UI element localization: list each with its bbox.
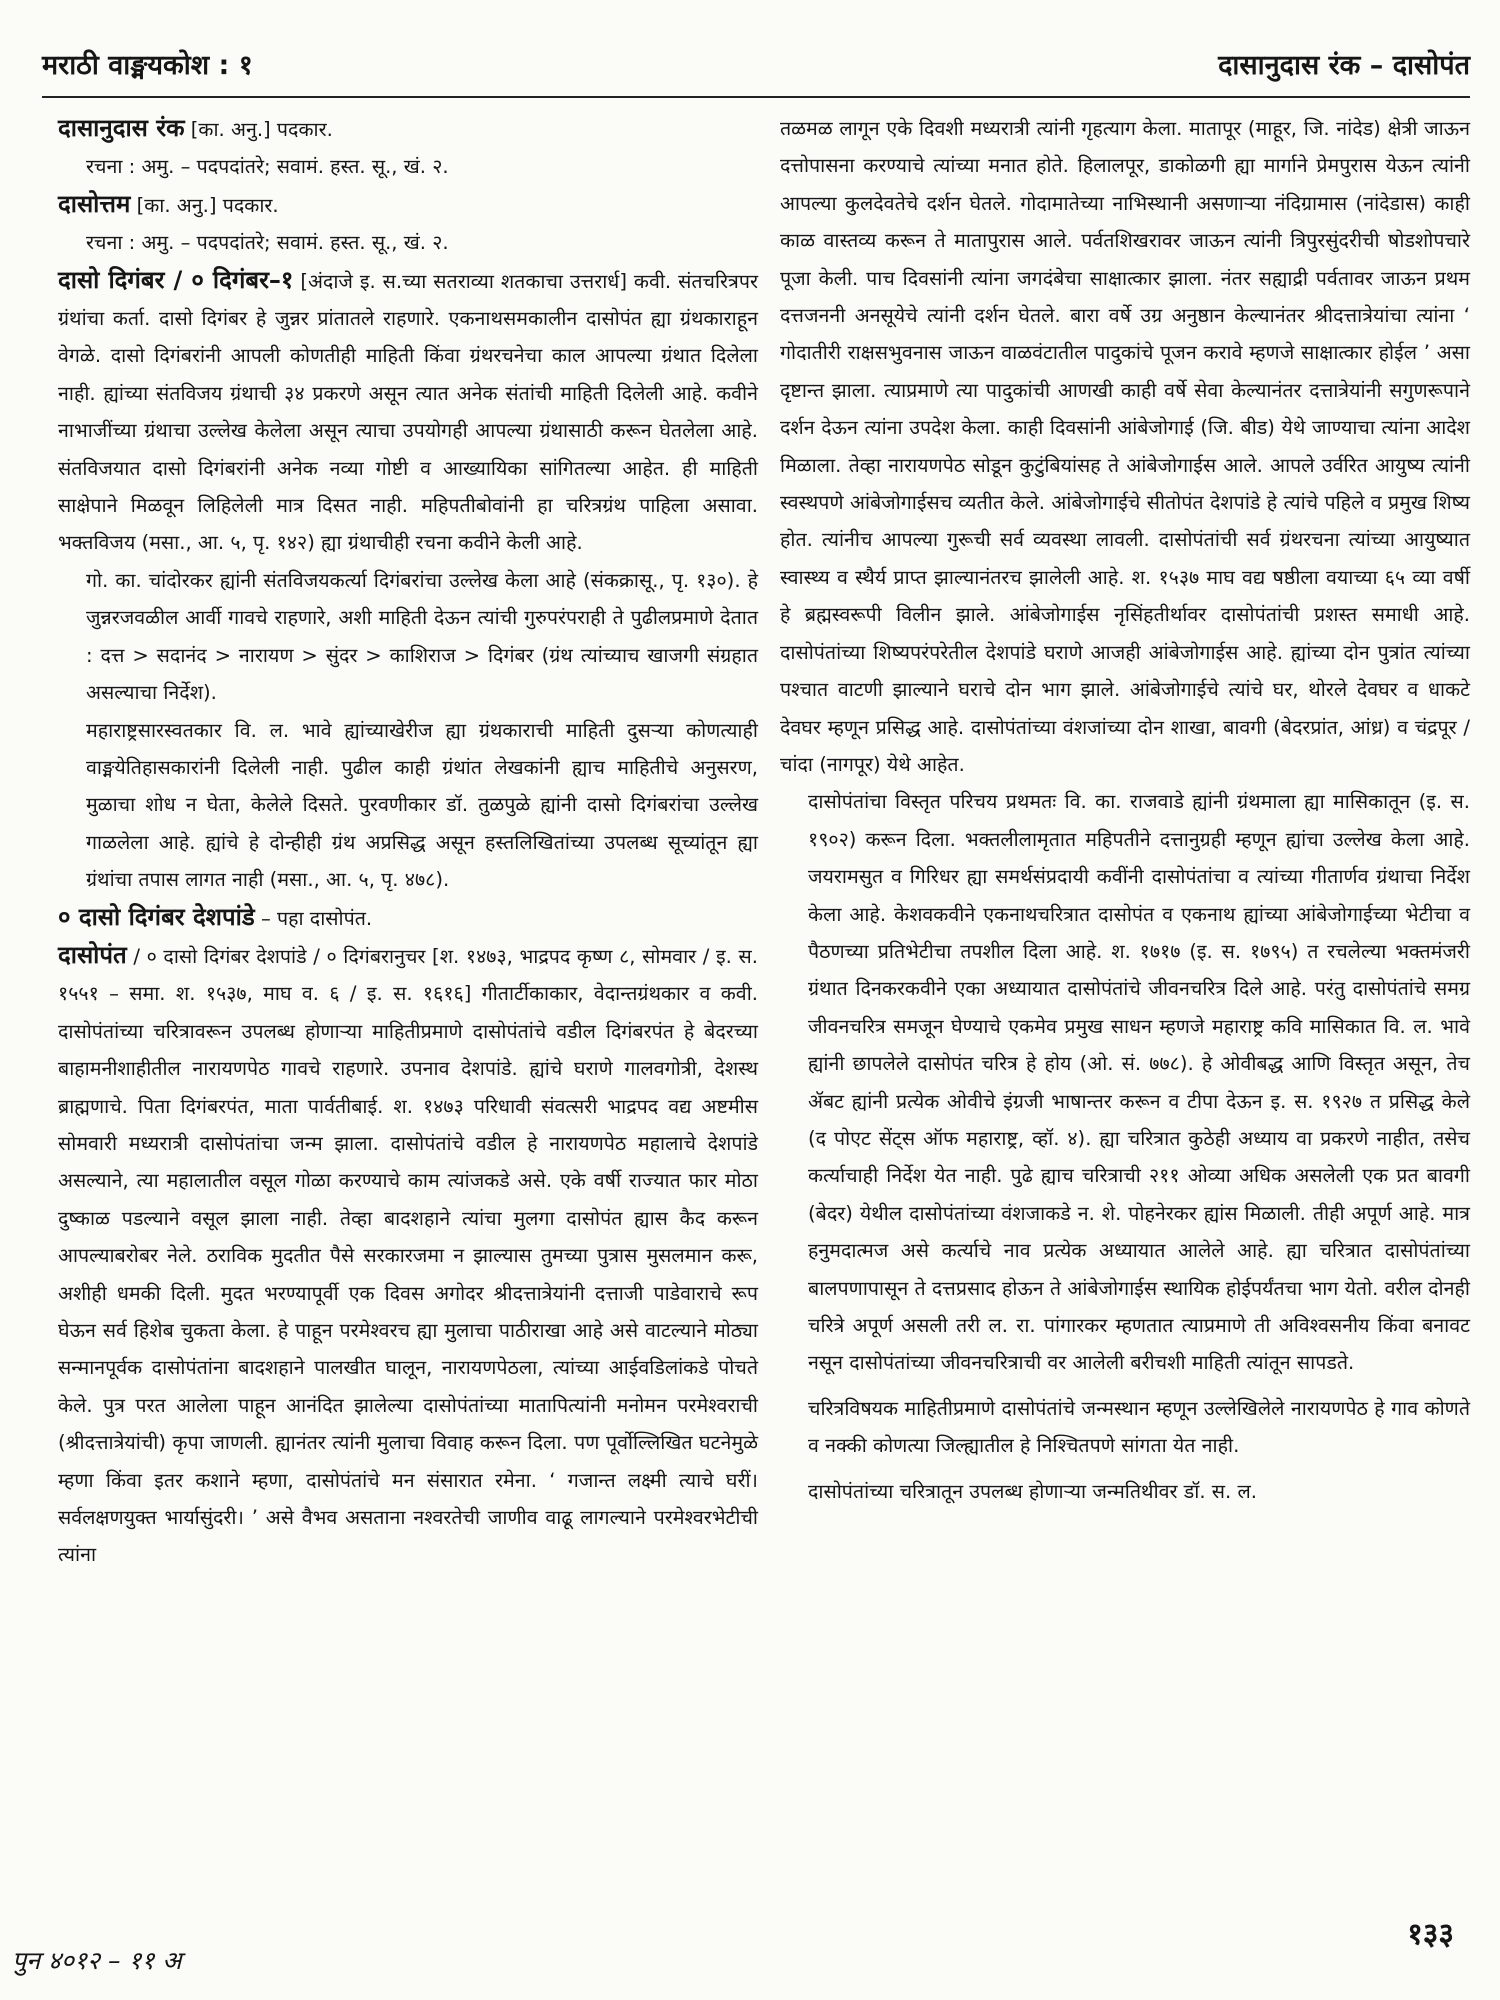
entry-dasanudas-rank — [58, 110, 758, 148]
header-left-title: मराठी वाङ्मयकोश : १ — [42, 49, 253, 81]
entry-headword: दासानुदास रंक — [58, 114, 185, 142]
entry-meta: [का. अनु.] पदकार. — [136, 193, 279, 217]
header-right-title: दासानुदास रंक – दासोपंत — [1218, 49, 1470, 81]
entry-paragraph: दासोपंतांच्या चरित्रातून उपलब्ध होणाऱ्या जन्मतिथीवर डॉ. स. ल. — [808, 1479, 1258, 1503]
paragraph-gap — [780, 1465, 1470, 1473]
entry-headword: दासोपंत — [58, 940, 127, 969]
entry-paragraph: महाराष्ट्रसारस्वतकार वि. ल. भावे ह्यांच्याखेरीज ह्या ग्रंथकाराची माहिती दुसऱ्या कोणत्याही वाङ्मयेतिहासकारांनी दिलेली नाही. पुढील काही ग्रंथांत लेखकांनी ह्याच माहितीचे अनुसरण, मुळाचा शोध न घेता, केलेले दिसते. पुरवणीकार डॉ. तुळपुळे ह्यांनी दासो दिगंबरांचा उल्लेख गाळलेला आहे. ह्यांचे हे दोन्हीही ग्रंथ अप्रसिद्ध असून हस्तलिखितांच्या उपलब्ध सूच्यांतून ह्या ग्रंथांचा तपास लागत नाही (मसा., आ. ५, पृ. ४७८). — [86, 718, 758, 892]
entry-daso-digambar-deshpande — [58, 899, 758, 937]
left-column — [58, 110, 758, 1574]
entry-works: रचना : अमु. – पदपदांतरे; सवामं. हस्त. सू., खं. २. — [86, 155, 449, 179]
entry-paragraph: गो. का. चांदोरकर ह्यांनी संतविजयकर्त्या दिगंबरांचा उल्लेख केला आहे (संकक्रासू., पृ. १३०). हे जुन्नरजवळील आर्वी गावचे राहणारे, अशी माहिती देऊन त्यांची गुरुपरंपराही ते पुढीलप्रमाणे देतात : दत्त > सदानंद > नारायण > सुंदर > काशिराज > दिगंबर (ग्रंथ त्यांच्याच खाजगी संग्रहात असल्याचा निर्देश). — [86, 568, 758, 705]
entry-headword: दासोत्तम — [58, 189, 131, 218]
right-column — [780, 110, 1470, 1510]
entry-daso-digambar — [58, 262, 758, 562]
entry-works: रचना : अमु. – पदपदांतरे; सवामं. हस्त. सू., खं. २. — [86, 231, 449, 255]
entry-paragraph: तळमळ लागून एके दिवशी मध्यरात्री त्यांनी गृहत्याग केला. मातापूर (माहूर, जि. नांदेड) क्षेत्री जाऊन दत्तोपासना करण्याचे त्यांच्या मनात होते. हिलालपूर, डाकोळगी ह्या मार्गाने प्रेमपुरास येऊन त्यांनी आपल्या कुलदेवतेचे दर्शन घेतले. गोदामातेच्या नाभिस्थानी असणाऱ्या नंदिग्रामास (नांदेडास) काही काळ वास्तव्य करून ते मातापुरास आले. पर्वतशिखरावर जाऊन त्यांनी त्रिपुरसुंदरीची षोडशोपचारे पूजा केली. पाच दिवसांनी त्यांना जगदंबेचा साक्षात्कार झाला. नंतर सह्याद्री पर्वतावर जाऊन प्रथम दत्तजननी अनसूयेचे त्यांनी दर्शन घेतले. बारा वर्षे उग्र अनुष्ठान केल्यानंतर श्रीदत्तात्रेयांचा त्यांना ‘ गोदातीरी राक्षसभुवनास जाऊन वाळवंटातील पादुकांचे पूजन करावे म्हणजे साक्षात्कार होईल ’ असा दृष्टान्त झाला. त्याप्रमाणे त्या पादुकांची आणखी काही वर्षे सेवा केल्यानंतर दत्तात्रेयांनी सगुणरूपाने दर्शन देऊन त्यांना उपदेश केला. काही दिवसांनी आंबेजोगाई (जि. बीड) येथे जाण्याचा त्यांना आदेश मिळाला. तेव्हा नारायणपेठ सोडून कुटुंबियांसह ते आंबेजोगाईस आले. आपले उर्वरित आयुष्य त्यांनी स्वस्थपणे आंबेजोगाईसच व्यतीत केले. आंबेजोगाईचे सीतोपंत देशपांडे हे त्यांचे पहिले व प्रमुख शिष्य होत. त्यांनीच आपल्या गुरूची सर्व व्यवस्था लावली. दासोपंतांची सर्व ग्रंथरचना त्यांच्या आयुष्यात स्वास्थ्य व स्थैर्य प्राप्त झाल्यानंतरच झालेली आहे. श. १५३७ माघ वद्य षष्ठीला वयाच्या ६५ व्या वर्षी हे ब्रह्मस्वरूपी विलीन झाले. आंबेजोगाईस नृसिंहतीर्थावर दासोपंतांची प्रशस्त समाधी आहे. दासोपंतांच्या शिष्यपरंपरेतील देशपांडे घराणे आजही आंबेजोगाईस आहे. ह्यांच्या दोन पुत्रांत त्यांच्या पश्चात वाटणी झाल्याने घराचे दोन भाग झाले. आंबेजोगाईचे त्यांचे घर, थोरले देवघर व धाकटे देवघर म्हणून प्रसिद्ध आहे. दासोपंतांच्या वंशजांच्या दोन शाखा, बावगी (बेदरप्रांत, आंध्र) व चंद्रपूर / चांदा (नागपूर) येथे आहेत. — [780, 117, 1470, 776]
entry-body: [अंदाजे इ. स.च्या सतराव्या शतकाचा उत्तरार्ध] कवी. संतचरित्रपर ग्रंथांचा कर्ता. दासो दिगंबर हे जुन्नर प्रांतातले राहणारे. एकनाथसमकालीन दासोपंत ह्या ग्रंथकाराहून वेगळे. दासो दिगंबरांनी आपली कोणतीही माहिती किंवा ग्रंथरचनेचा काल आपल्या ग्रंथात दिलेला नाही. ह्यांच्या संतविजय ग्रंथाची ३४ प्रकरणे असून त्यात अनेक संतांची माहिती दिलेली आहे. कवीने नाभाजींच्या ग्रंथाचा उल्लेख केलेला असून त्याचा उपयोगही आपल्या ग्रंथासाठी करून घेतलेला आहे. संतविजयात दासो दिगंबरांनी अनेक नव्या गोष्टी व आख्यायिका सांगितल्या आहेत. ही माहिती साक्षेपाने मिळवून लिहिलेली मात्र दिसत नाही. महिपतीबोवांनी हा चरित्रग्रंथ पाहिला असावा. भक्तविजय (मसा., आ. ५, पृ. १४२) ह्या ग्रंथाचीही रचना कवीने केली आहे. — [58, 269, 759, 555]
handwritten-note: पुन ४०१२ – ११ अ — [12, 1946, 182, 1975]
entry-body: / ० दासो दिगंबर देशपांडे / ० दिगंबरानुचर [श. १४७३, भाद्रपद कृष्ण ८, सोमवार / इ. स. १५५१ – समा. श. १५३७, माघ व. ६ / इ. स. १६१६] गीतार्टीकाकार, वेदान्तग्रंथकार व कवी. दासोपंतांच्या चरित्रावरून उपलब्ध होणाऱ्या माहितीप्रमाणे दासोपंतांचे वडील दिगंबरपंत हे बेदरच्या बाहामनीशाहीतील नारायणपेठ गावचे राहणारे. उपनाव देशपांडे. ह्यांचे घराणे गालवगोत्री, देशस्थ ब्राह्मणाचे. पिता दिगंबरपंत, माता पार्वतीबाई. श. १४७३ परिधावी संवत्सरी भाद्रपद वद्य अष्टमीस सोमवारी मध्यरात्री दासोपंतांचा जन्म झाला. दासोपंतांचे वडील हे नारायणपेठ महालाचे देशपांडे असल्याने, त्या महालातील वसूल गोळा करण्याचे काम त्यांजकडे असे. एके वर्षी राज्यात फार मोठा दुष्काळ पडल्याने वसूल झाला नाही. तेव्हा बादशहाने त्यांचा मुलगा दासोपंत ह्यास कैद करून आपल्याबरोबर नेले. ठराविक मुदतीत पैसे सरकारजमा न झाल्यास तुमच्या पुत्रास मुसलमान करू, अशीही धमकी दिली. मुदत भरण्यापूर्वी एक दिवस अगोदर श्रीदत्तात्रेयांनी दत्ताजी पाडेवाराचे रूप घेऊन सर्व हिशेब चुकता केला. हे पाहून परमेश्वरच ह्या मुलाचा पाठीराखा आहे असे वाटल्याने मोठ्या सन्मानपूर्वक दासोपंतांना बादशहाने पालखीत घालून, नारायणपेठला, त्यांच्या आईवडिलांकडे पोचते केले. पुत्र परत आलेला पाहून आनंदित झालेल्या दासोपंतांच्या मातापित्यांनी मनोमन परमेश्वराची (श्रीदत्तात्रेयांची) कृपा जाणली. ह्यानंतर त्यांनी मुलाचा विवाह करून दिला. पण पूर्वोल्लिखित घटनेमुळे म्हणा किंवा इतर कशाने म्हणा, दासोपंतांचे मन संसारात रमेना. ‘ गजान्त लक्ष्मी त्याचे घरीं। सर्वलक्षणयुक्त भार्यासुंदरी। ’ असे वैभव असताना नश्वरतेची जाणीव वाढू लागल्याने परमेश्वरभेटीची त्यांना — [58, 944, 758, 1567]
entry-dasottam — [58, 186, 758, 224]
entry-paragraph: चरित्रविषयक माहितीप्रमाणे दासोपंतांचे जन्मस्थान म्हणून उल्लेखिलेले नारायणपेठ हे गाव कोणते व नक्की कोणत्या जिल्ह्यातील हे निश्चितपणे सांगता येत नाही. — [808, 1396, 1470, 1458]
entry-headword: ० दासो दिगंबर देशपांडे — [58, 902, 255, 931]
paragraph-gap — [780, 1382, 1470, 1390]
cross-reference: – पहा दासोपंत. — [260, 906, 373, 930]
header-rule — [42, 96, 1470, 98]
entry-dasopant — [58, 937, 758, 1574]
entry-meta: [का. अनु.] पदकार. — [190, 118, 333, 141]
page-number: १३३ — [1407, 1917, 1454, 1952]
running-head — [42, 40, 1470, 86]
entry-paragraph: दासोपंतांचा विस्तृत परिचय प्रथमतः वि. का. राजवाडे ह्यांनी ग्रंथमाला ह्या मासिकातून (इ. स. १९०२) करून दिला. भक्तलीलामृतात महिपतीने दत्तानुग्रही म्हणून ह्यांचा उल्लेख केला आहे. जयरामसुत व गिरिधर ह्या समर्थसंप्रदायी कवींनी दासोपंतांचा व त्यांच्या गीतार्णव ग्रंथाचा निर्देश केला आहे. केशवकवीने एकनाथचरित्रात दासोपंत व एकनाथ ह्यांच्या आंबेजोगाईच्या भेटीचा व पैठणच्या प्रतिभेटीचा तपशील दिला आहे. श. १७१७ (इ. स. १७९५) त रचलेल्या भक्तमंजरी ग्रंथात दिनकरकवीने एका अध्यायात दासोपंतांचे जीवनचरित्र दिले आहे. परंतु दासोपंतांचे समग्र जीवनचरित्र समजून घेण्याचे एकमेव प्रमुख साधन म्हणजे महाराष्ट्र कवि मासिकात वि. ल. भावे ह्यांनी छापलेले दासोपंत चरित्र हे होय (ओ. सं. ७७८). हे ओवीबद्ध आणि विस्तृत असून, तेच ॲबट ह्यांनी प्रत्येक ओवीचे इंग्रजी भाषान्तर करून व टीपा देऊन इ. स. १९२७ त प्रसिद्ध केले (द पोएट सेंट्स ऑफ महाराष्ट्र, व्हॉ. ४). ह्या चरित्रात कुठेही अध्याय वा प्रकरणे नाहीत, तसेच कर्त्याचाही निर्देश येत नाही. पुढे ह्याच चरित्राची २११ ओव्या अधिक असलेली एक प्रत बावगी (बेदर) येथील दासोपंतांच्या वंशजाकडे न. शे. पोहनेरकर ह्यांस मिळाली. तीही अपूर्ण आहे. मात्र हनुमदात्मज असे कर्त्याचे नाव प्रत्येक अध्यायात आलेले आहे. ह्या चरित्रात दासोपंतांच्या बालपणापासून ते दत्तप्रसाद होऊन ते आंबेजोगाईस स्थायिक होईपर्यंतचा भाग येतो. वरील दोनही चरित्रे अपूर्ण असली तरी ल. रा. पांगारकर म्हणतात त्याप्रमाणे ती अविश्वसनीय किंवा बनावट नसून दासोपंतांच्या जीवनचरित्राची वर आलेली बरीचशी माहिती त्यांतून सापडते. — [808, 790, 1470, 1375]
entry-headword: दासो दिगंबर / ० दिगंबर–१ — [58, 265, 294, 294]
